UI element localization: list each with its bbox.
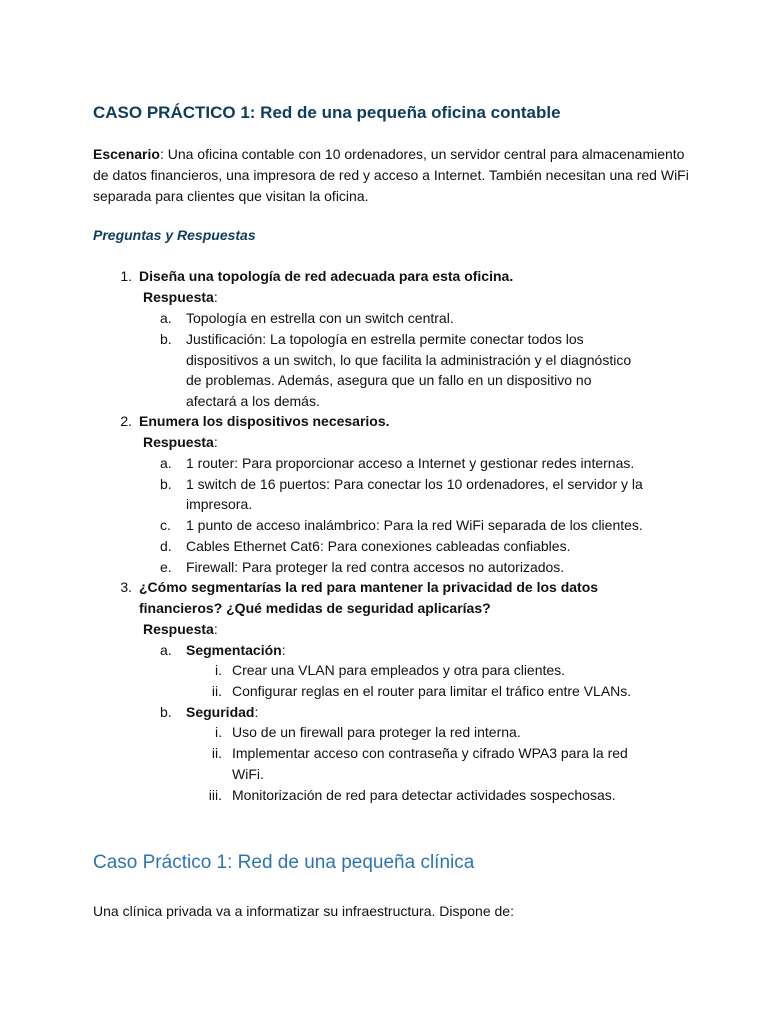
- item-marker: a.: [160, 455, 172, 471]
- answer-item: [160, 536, 172, 557]
- answer-label-colon: :: [213, 289, 218, 305]
- scenario-paragraph: [93, 144, 693, 207]
- item-marker: b.: [160, 476, 172, 492]
- answer-label-colon: :: [213, 434, 218, 450]
- answer-text: Justificación: La topología en estrella permite conectar todos los: [186, 331, 584, 347]
- answer-label-3: [143, 619, 218, 640]
- sub-item-marker: i.: [215, 724, 222, 740]
- item-marker: e.: [160, 559, 172, 575]
- sub-item-marker: ii.: [211, 683, 222, 699]
- answer-text: Cables Ethernet Cat6: Para conexiones cableadas confiables.: [186, 538, 571, 554]
- answer-item: [160, 329, 172, 350]
- sub-item-text: Monitorización de red para detectar actividades sospechosas.: [232, 787, 616, 803]
- section-label-text: Seguridad: [186, 704, 255, 720]
- answer-label-2: [143, 432, 218, 453]
- question-number: 3.: [120, 579, 132, 595]
- item-marker: b.: [160, 704, 172, 720]
- scenario-text: : Una oficina contable con 10 ordenadores, un servidor central para almacenamiento de datos financieros, una impresora de red y acceso a Internet. También necesitan una red WiFi separada para clientes que visitan la oficina.: [93, 146, 689, 204]
- item-marker: a.: [160, 642, 172, 658]
- answer-text: de problemas. Además, asegura que un fallo en un dispositivo no: [186, 372, 592, 388]
- section-label-colon: :: [281, 642, 286, 658]
- answer-text: dispositivos a un switch, lo que facilita la administración y el diagnóstico: [186, 352, 632, 368]
- answer-item: [160, 308, 172, 329]
- answer-item: [160, 557, 172, 578]
- sub-item-marker: iii.: [208, 787, 222, 803]
- sub-item-marker: ii.: [211, 745, 222, 761]
- answer-item: [160, 474, 172, 495]
- answer-item: [160, 702, 172, 723]
- qa-heading: Preguntas y Respuestas: [93, 227, 256, 243]
- question-text: Enumera los dispositivos necesarios.: [139, 413, 390, 429]
- item-marker: b.: [160, 331, 172, 347]
- answer-label-1: [143, 287, 218, 308]
- scenario-label: Escenario: [93, 146, 160, 162]
- answer-text: Topología en estrella con un switch central.: [186, 310, 454, 326]
- answer-text: Firewall: Para proteger la red contra accesos no autorizados.: [186, 559, 565, 575]
- answer-text: 1 punto de acceso inalámbrico: Para la red WiFi separada de los clientes.: [186, 517, 643, 533]
- sub-item-text: Uso de un firewall para proteger la red interna.: [232, 724, 521, 740]
- section-label-text: Segmentación: [186, 642, 282, 658]
- question-number: 1.: [120, 268, 132, 284]
- sub-item-text: Implementar acceso con contraseña y cifrado WPA3 para la red: [232, 745, 628, 761]
- question-number: 2.: [120, 413, 132, 429]
- section-title: Caso Práctico 1: Red de una pequeña clínica: [93, 852, 475, 873]
- sub-item-text: WiFi.: [232, 766, 264, 782]
- question-text-cont: financieros? ¿Qué medidas de seguridad aplicarías?: [139, 600, 491, 616]
- answer-item: [160, 640, 172, 661]
- answer-label-colon: :: [213, 621, 218, 637]
- answer-text: impresora.: [186, 496, 253, 512]
- answer-label-text: Respuesta: [143, 289, 214, 305]
- item-marker: d.: [160, 538, 172, 554]
- answer-text: afectará a los demás.: [186, 393, 320, 409]
- item-marker: c.: [160, 517, 171, 533]
- answer-label-text: Respuesta: [143, 621, 214, 637]
- section-intro: Una clínica privada va a informatizar su infraestructura. Dispone de:: [93, 903, 514, 919]
- question-text: Diseña una topología de red adecuada para esta oficina.: [139, 268, 514, 284]
- item-marker: a.: [160, 310, 172, 326]
- answer-item: [160, 515, 171, 536]
- sub-item-text: Crear una VLAN para empleados y otra para clientes.: [232, 662, 566, 678]
- answer-text: 1 switch de 16 puertos: Para conectar los 10 ordenadores, el servidor y la: [186, 476, 643, 492]
- answer-text: 1 router: Para proporcionar acceso a Internet y gestionar redes internas.: [186, 455, 635, 471]
- sub-item-text: Configurar reglas en el router para limitar el tráfico entre VLANs.: [232, 683, 632, 699]
- section-label-colon: :: [254, 704, 259, 720]
- question-text: ¿Cómo segmentarías la red para mantener la privacidad de los datos: [139, 579, 599, 595]
- section-label: [186, 702, 258, 723]
- answer-item: [160, 453, 172, 474]
- sub-item-marker: i.: [215, 662, 222, 678]
- answer-label-text: Respuesta: [143, 434, 214, 450]
- section-label: [186, 640, 286, 661]
- case-title: CASO PRÁCTICO 1: Red de una pequeña oficina contable: [93, 103, 561, 122]
